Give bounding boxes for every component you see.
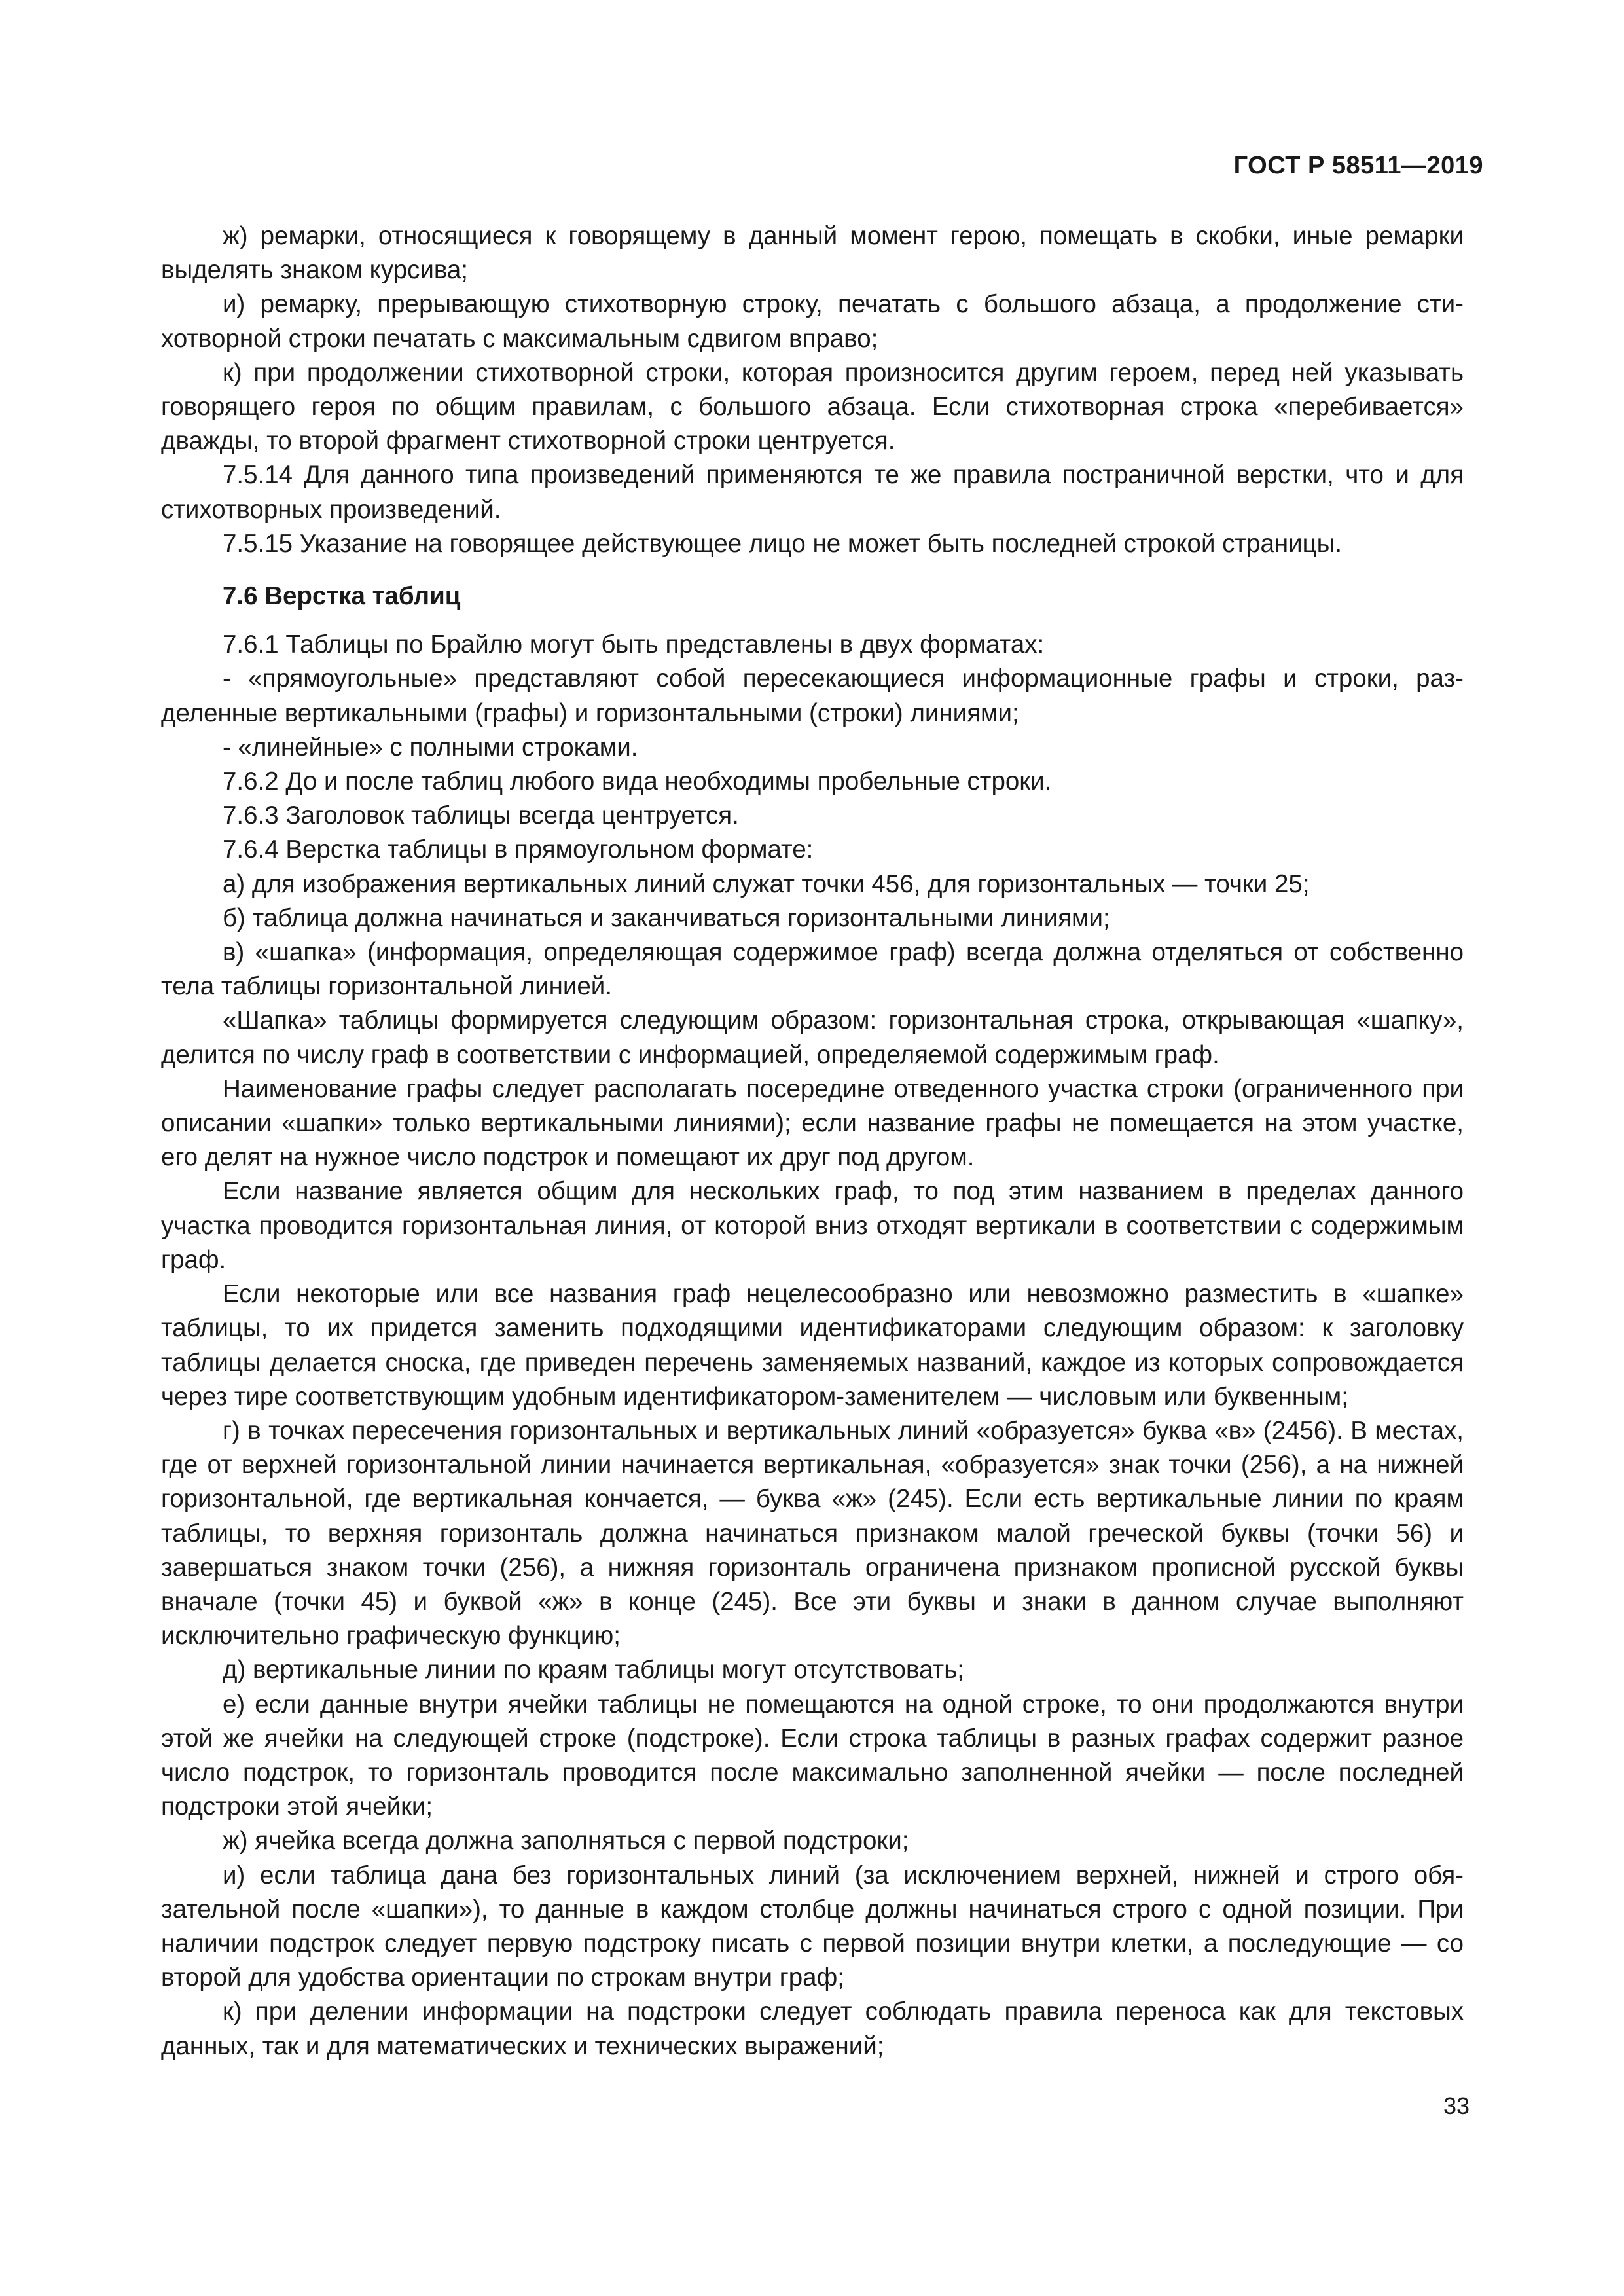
paragraph: а) для изображения вертикальных линий служат точки 456, для горизонтальных — точки 25; [223,869,1310,898]
paragraph: и) если таблица дана без горизонтальных линий (за исключением верхней, нижней и строго обязательной после «шапки»), то данные в каждом столбце должны начинаться строго с одной позиции. При наличии подстрок следует первую подстроку писать с первой позиции внутри клетки, а последующие — со второй для удобства ориентации по строкам внутри граф; [161,1861,1464,1992]
section-heading: 7.6 Верстка таблиц [223,582,461,611]
page-number: 33 [1443,2092,1470,2119]
paragraph: «Шапка» таблицы формируется следующим образом: горизонтальная строка, открывающая «шапку», делится по числу граф в соответствии с информацией, определяемой содержимым граф. [161,1006,1464,1069]
paragraph: е) если данные внутри ячейки таблицы не помещаются на одной строке, то они продолжаются внутри этой же ячейки на следующей строке (подстроке). Если строка таблицы в разных графах содержит разное число подстрок, то горизонталь проводится после максимально заполненной ячейки — после последней подстроки этой ячейки; [161,1690,1464,1821]
paragraph: Если название является общим для нескольких граф, то под этим названием в пределах данного участка проводится горизонтальная линия, от которой вниз отходят вертикали в соответствии с содержимым граф. [161,1177,1464,1274]
paragraph: Наименование графы следует располагать посередине отведенного участка строки (ограниченного при описании «шапки» только вертикальными линиями); если название графы не помещается на этом участке, его делят на нужное число подстрок и помещают их друг под другом. [161,1074,1464,1172]
paragraph: 7.5.14 Для данного типа произведений применяются те же правила постраничной верстки, что и для стихотворных произведений. [161,461,1464,524]
paragraph: д) вертикальные линии по краям таблицы могут отсутствовать; [223,1656,964,1685]
paragraph: 7.6.4 Верстка таблицы в прямоугольном формате: [223,835,814,864]
paragraph: г) в точках пересечения горизонтальных и вертикальных линий «образуется» буква «в» (2456). В местах, где от верхней горизонтальной линии начинается вертикальная, «образуется» знак точки (256), а на нижней горизонтальной, где вертикальная кончается, — буква «ж» (245). Если есть вертикальные линии по краям таблицы, то верхняя горизонталь должна начинаться признаком малой греческой буквы (точки 56) и завершаться знаком точки (256), а нижняя горизонталь ограничена признаком прописной русской буквы вначале (точки 45) и буквой «ж» в конце (245). Все эти буквы и знаки в данном случае выполняют исключительно графическую функцию; [161,1416,1464,1650]
paragraph: к) при продолжении стихотворной строки, которая произносится другим героем, перед ней указывать говорящего героя по общим правилам, с большого абзаца. Если стихотворная строка «перебивается» дважды, то второй фрагмент стихотворной строки центруется. [161,358,1464,456]
paragraph: 7.5.15 Указание на говорящее действующее лицо не может быть последней строкой страницы. [223,529,1343,558]
paragraph: ж) ячейка всегда должна заполняться с первой подстроки; [223,1827,909,1855]
paragraph: 7.6.2 До и после таблиц любого вида необходимы пробельные строки. [223,767,1052,796]
paragraph: - «линейные» с полными строками. [223,733,638,761]
paragraph: и) ремарку, прерывающую стихотворную строку, печатать с большого абзаца, а продолжение стихотворной строки печатать с максимальным сдвигом вправо; [161,290,1464,353]
paragraph: ж) ремарки, относящиеся к говорящему в данный момент герою, помещать в скобки, иные ремарки выделять знаком курсива; [161,222,1464,285]
paragraph: к) при делении информации на подстроки следует соблюдать правила переноса как для текстовых данных, так и для математических и технических выражений; [161,1997,1464,2060]
paragraph: - «прямоугольные» представляют собой пересекающиеся информационные графы и строки, разделенные вертикальными (графы) и горизонтальными (строки) линиями; [161,665,1464,727]
standard-header: ГОСТ Р 58511—2019 [1233,152,1483,179]
document-body [161,219,1464,2064]
paragraph: в) «шапка» (информация, определяющая содержимое граф) всегда должна отделяться от собственно тела таблицы горизонтальной линией. [161,938,1464,1001]
paragraph: б) таблица должна начинаться и заканчиваться горизонтальными линиями; [223,903,1110,932]
paragraph: Если некоторые или все названия граф нецелесообразно или невозможно разместить в «шапке» таблицы, то их придется заменить подходящими идентификаторами следующим образом: к заголовку таблицы делается сноска, где приведен перечень заменяемых названий, каждое из которых сопровождается через тире соответствующим удобным идентификатором-заменителем — числовым или буквенным; [161,1280,1464,1411]
paragraph: 7.6.3 Заголовок таблицы всегда центруется. [223,801,739,830]
paragraph: 7.6.1 Таблицы по Брайлю могут быть представлены в двух форматах: [223,630,1045,659]
